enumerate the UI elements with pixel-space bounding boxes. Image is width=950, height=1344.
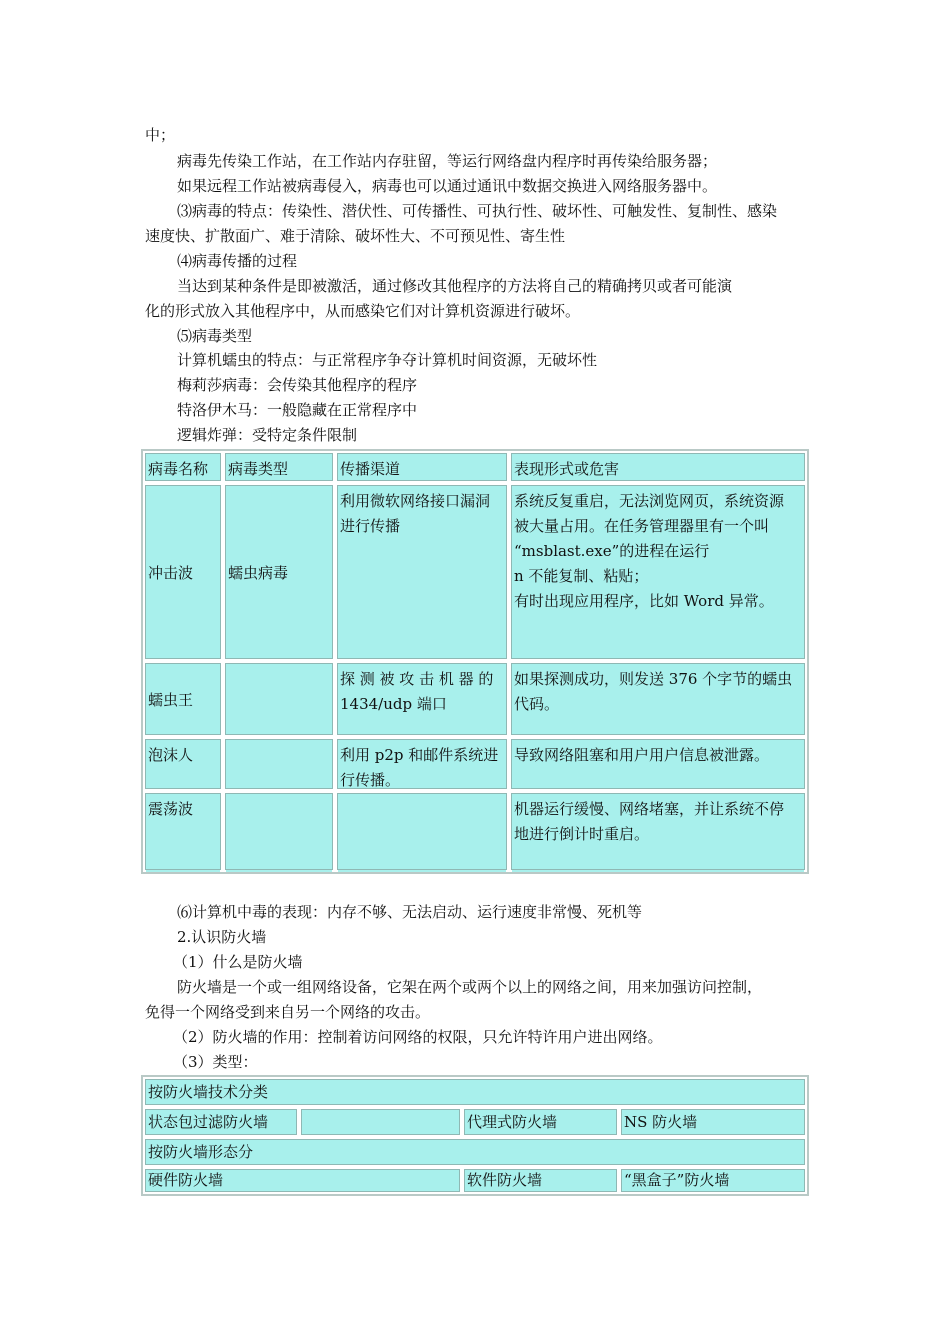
table-header-cell: 表现形式或危害 xyxy=(509,451,807,483)
effect-line: 被大量占用。在任务管理器里有一个叫 xyxy=(514,517,770,535)
effect-line: 地进行倒计时重启。 xyxy=(514,825,650,843)
process-line: 化的形式放入其他程序中，从而感染它们对计算机资源进行破坏。 xyxy=(145,302,581,320)
table-section-header: 按防火墙形态分 xyxy=(143,1137,807,1167)
table-cell: 代理式防火墙 xyxy=(462,1107,619,1137)
effect-line: 系统反复重启，无法浏览网页，系统资源 xyxy=(514,492,785,510)
firewall-question: （1）什么是防火墙 xyxy=(173,953,303,971)
channel-line: 利用 p2p 和邮件系统进 xyxy=(340,746,499,764)
type-item: 梅莉莎病毒：会传染其他程序的程序 xyxy=(177,376,418,394)
virus-name-cell xyxy=(143,483,223,661)
table-header-cell: 病毒名称 xyxy=(143,451,223,483)
table-header-cell: 传播渠道 xyxy=(335,451,509,483)
firewall-question: （2）防火墙的作用：控制着访问网络的权限，只允许特许用户进出网络。 xyxy=(173,1028,663,1046)
effect-line: 如果探测成功，则发送 376 个字节的蠕虫 xyxy=(514,670,793,688)
firewall-section-title: 2.认识防火墙 xyxy=(177,928,267,946)
text-line: 中； xyxy=(145,126,176,144)
virus-name-cell xyxy=(143,661,223,737)
features-title: ⑶病毒的特点：传染性、潜伏性、可传播性、可执行性、破坏性、可触发性、复制性、感染 xyxy=(177,202,778,220)
virus-effect-cell xyxy=(509,791,807,872)
effect-line: “msblast.exe”的进程在运行 xyxy=(514,542,710,560)
firewall-type-table xyxy=(141,1075,809,1196)
process-title: ⑷病毒传播的过程 xyxy=(177,252,298,270)
process-line: 当达到某种条件是即被激活，通过修改其他程序的方法将自己的精确拷贝或者可能演 xyxy=(177,277,733,295)
channel-line: 1434/udp 端口 xyxy=(340,695,447,713)
virus-channel-cell xyxy=(335,791,509,872)
virus-channel-cell: 利用微软网络接口漏洞进行传播 xyxy=(335,483,509,661)
type-item: 计算机蠕虫的特点：与正常程序争夺计算机时间资源，无破坏性 xyxy=(177,351,598,369)
effect-line: 机器运行缓慢、网络堵塞，并让系统不停 xyxy=(514,800,785,818)
virus-type-cell xyxy=(223,791,335,872)
virus-type: 蠕虫病毒 xyxy=(228,564,289,582)
table-cell: “黑盒子”防火墙 xyxy=(619,1167,807,1194)
table-cell: 软件防火墙 xyxy=(462,1167,619,1194)
virus-type-cell xyxy=(223,483,335,661)
virus-name: 蠕虫王 xyxy=(148,691,194,709)
text-line: 如果远程工作站被病毒侵入，病毒也可以通过通讯中数据交换进入网络服务器中。 xyxy=(177,177,718,195)
types-title: ⑸病毒类型 xyxy=(177,327,253,345)
effect-line: 有时出现应用程序，比如 Word 异常。 xyxy=(514,592,774,610)
type-item: 逻辑炸弹：受特定条件限制 xyxy=(177,426,358,444)
virus-effect-cell xyxy=(509,737,807,791)
effect-line: 代码。 xyxy=(514,695,560,713)
virus-effect-cell xyxy=(509,661,807,737)
text-line: 病毒先传染工作站，在工作站内存驻留，等运行网络盘内程序时再传染给服务器； xyxy=(177,152,718,170)
firewall-question: （3）类型： xyxy=(173,1053,258,1071)
virus-type-cell xyxy=(223,737,335,791)
table-cell: 状态包过滤防火墙 xyxy=(143,1107,299,1137)
virus-effect-cell xyxy=(509,483,807,661)
features-continuation: 速度快、扩散面广、难于清除、破坏性大、不可预见性、寄生性 xyxy=(145,227,566,245)
firewall-definition: 防火墙是一个或一组网络设备，它架在两个或两个以上的网络之间，用来加强访问控制， xyxy=(177,978,763,996)
virus-table xyxy=(141,449,809,874)
effect-line: 导致网络阻塞和用户用户信息被泄露。 xyxy=(514,746,770,764)
symptoms-line: ⑹计算机中毒的表现：内存不够、无法启动、运行速度非常慢、死机等 xyxy=(177,903,643,921)
table-cell: 硬件防火墙 xyxy=(143,1167,462,1194)
effect-line: n 不能复制、粘贴； xyxy=(514,567,649,585)
firewall-definition: 免得一个网络受到来自另一个网络的攻击。 xyxy=(145,1003,431,1021)
virus-type-cell xyxy=(223,661,335,737)
table-cell: NS 防火墙 xyxy=(619,1107,807,1137)
table-cell xyxy=(299,1107,462,1137)
channel-line: 探 测 被 攻 击 机 器 的 xyxy=(340,670,494,688)
virus-name-cell: 泡沫人 xyxy=(143,737,223,791)
table-section-header: 按防火墙技术分类 xyxy=(143,1077,807,1107)
type-item: 特洛伊木马：一般隐藏在正常程序中 xyxy=(177,401,418,419)
virus-name-cell: 震荡波 xyxy=(143,791,223,872)
channel-line: 行传播。 xyxy=(340,771,401,789)
virus-channel-cell xyxy=(335,737,509,791)
virus-channel-cell xyxy=(335,661,509,737)
virus-name: 冲击波 xyxy=(148,564,194,582)
table-header-cell: 病毒类型 xyxy=(223,451,335,483)
